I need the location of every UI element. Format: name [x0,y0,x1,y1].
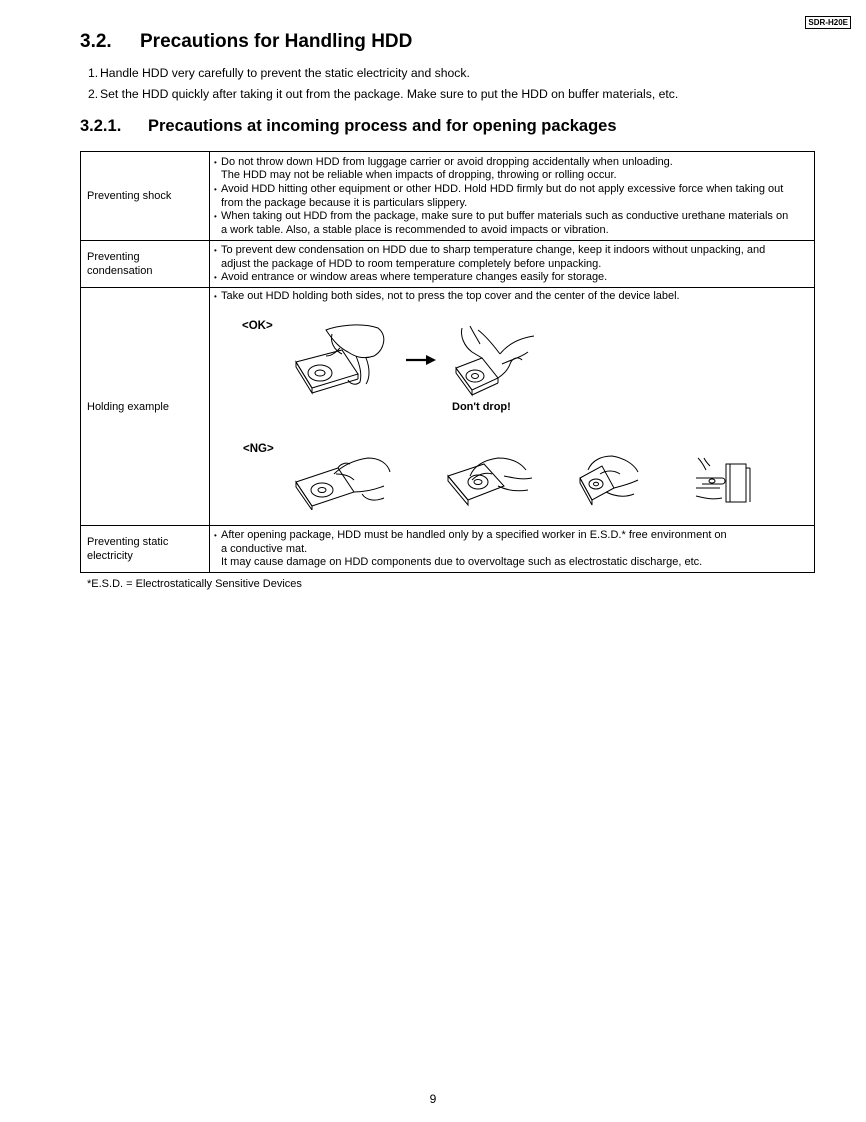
subsection-title: Precautions at incoming process and for opening packages [148,117,617,135]
intro-list [88,63,678,105]
intro-item-text: Set the HDD quickly after taking it out from the package. Make sure to put the HDD on buffer materials, etc. [100,87,679,101]
hdd-fingertips-illustration [448,324,538,398]
bullet-item [214,271,810,285]
ng-label: <NG> [243,443,274,455]
bullet-line: The HDD may not be reliable when impacts of dropping, throwing or rolling occur. [221,169,617,182]
bullet-item [214,244,810,271]
bullet-item: • Take out HDD holding both sides, not to press the top cover and the center of the device label. [214,290,680,304]
bullet-item [214,183,810,210]
bullet-line: from the package because it is particulars slippery. [221,196,468,209]
footnote: *E.S.D. = Electrostatically Sensitive Devices [87,578,302,590]
subsection-heading [80,117,617,136]
bullet-item [214,156,810,183]
intro-item [88,84,678,105]
subsection-number: 3.2.1. [80,117,122,135]
row-content [210,241,815,288]
section-number: 3.2. [80,31,112,52]
hdd-ng-side-view-illustration [694,456,752,506]
hdd-ng-one-hand-illustration [576,452,646,512]
page-number: 9 [429,1092,437,1106]
row-content [210,526,815,573]
dont-drop-label: Don't drop! [452,401,511,413]
bullet-line: • After opening package, HDD must be handled only by a specified worker in E.S.D.* free environment on [221,529,727,542]
bullet-item [214,529,810,570]
row-content [210,152,815,241]
row-label: Holding example [81,288,210,526]
label-line: condensation [87,265,153,277]
intro-item-number: 2. [88,87,99,101]
arrow-right-icon [406,354,438,366]
intro-item-text: Handle HDD very carefully to prevent the static electricity and shock. [100,66,470,80]
bullet-line: • To prevent dew condensation on HDD due to sharp temperature change, keep it indoors without unpacking, and [221,244,766,257]
label-line: Preventing [87,251,140,263]
label-line: Preventing static [87,536,169,548]
table-row [81,288,815,526]
model-tag: SDR-H20E [805,16,851,29]
row-content [210,288,815,526]
bullet-line: a conductive mat. [221,542,308,555]
bullet-line: adjust the package of HDD to room temperature completely before unpacking. [221,257,602,270]
row-label [81,526,210,573]
hdd-ng-press-center-illustration [444,452,540,510]
bullet-line: • Do not throw down HDD from luggage carrier or avoid dropping accidentally when unloading. [221,155,673,168]
bullet-line: It may cause damage on HDD components due to overvoltage such as electrostatic discharge, etc. [221,556,703,569]
section-title: Precautions for Handling HDD [140,31,413,52]
bullet-item [214,210,810,237]
bullet-line: • Avoid entrance or window areas where temperature changes easily for storage. [221,271,608,284]
precautions-table [80,151,815,573]
bullet-line: a work table. Also, a stable place is recommended to avoid impacts or vibration. [221,223,609,236]
label-line: electricity [87,550,133,562]
hdd-ng-press-top-illustration [292,452,392,510]
table-row [81,241,815,288]
table-row [81,526,815,573]
bullet-line: • When taking out HDD from the package, make sure to put buffer materials such as conductive urethane materials on [221,210,789,223]
intro-item [88,63,678,84]
hdd-ok-holding-illustration [290,322,390,402]
row-label [81,241,210,288]
ok-label: <OK> [242,320,273,332]
intro-item-number: 1. [88,66,99,80]
bullet-line: • Avoid HDD hitting other equipment or other HDD. Hold HDD firmly but do not apply excessive force when taking out [221,182,784,195]
section-heading [80,31,412,53]
table-row [81,152,815,241]
row-label: Preventing shock [81,152,210,241]
